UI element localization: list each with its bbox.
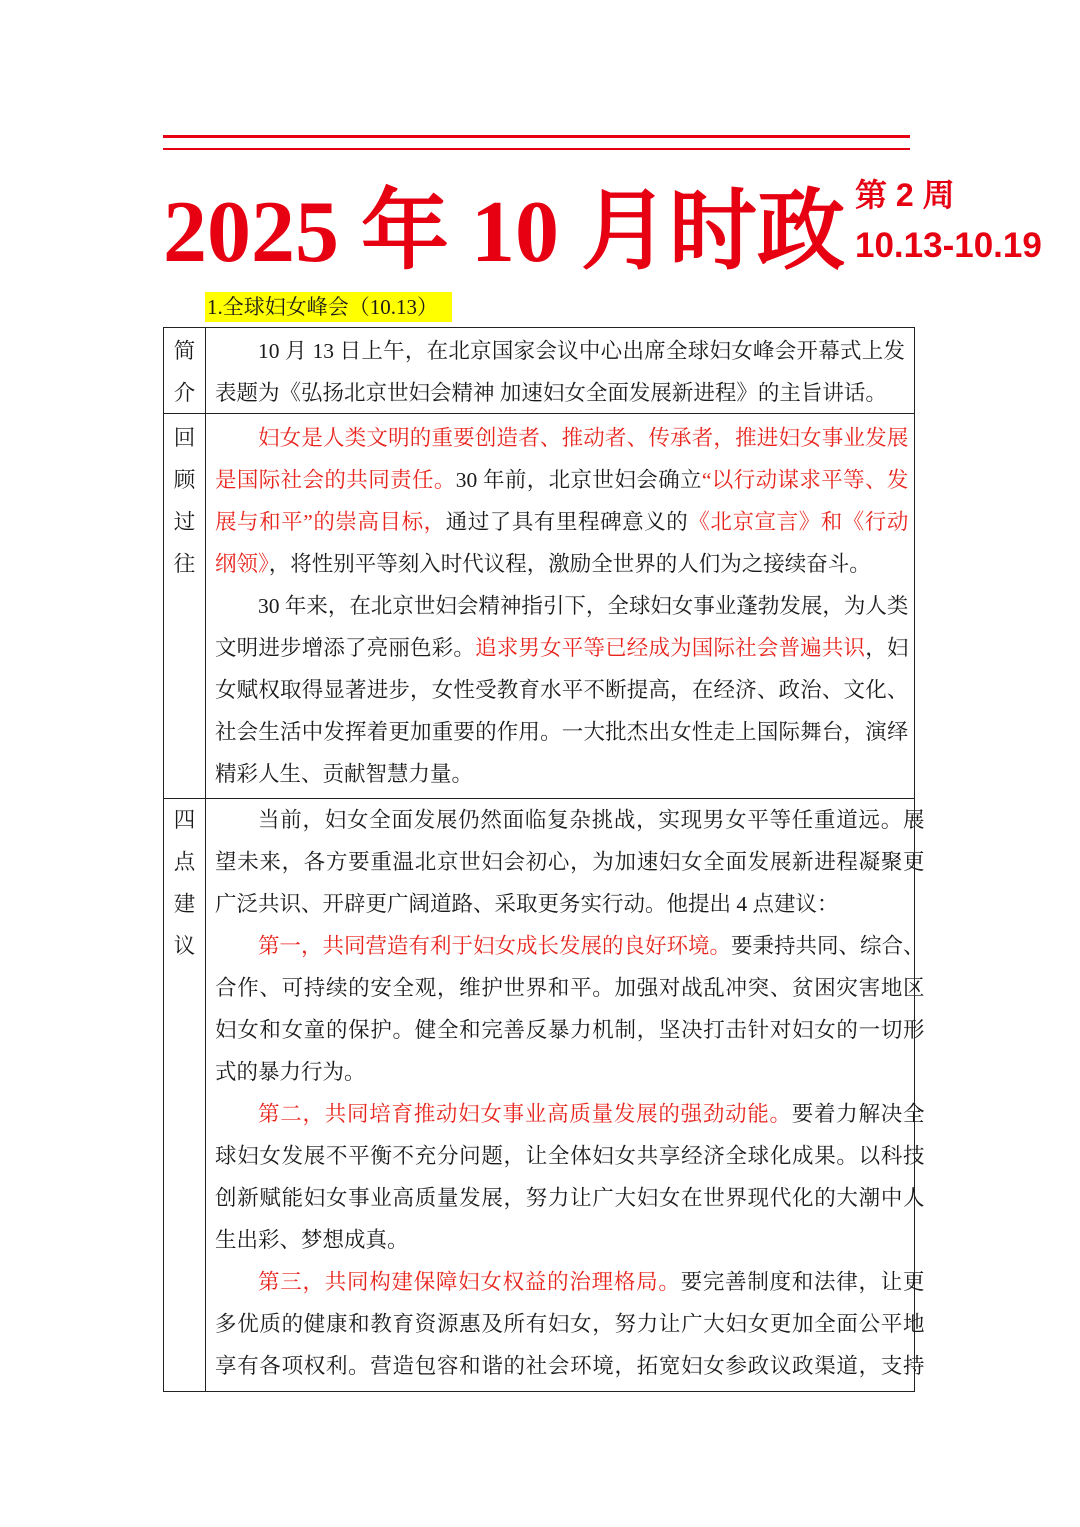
text-line — [215, 883, 925, 925]
row-label-char: 过 — [173, 510, 196, 534]
text-line — [215, 1051, 925, 1093]
text-line — [215, 753, 908, 795]
text-line — [215, 372, 905, 414]
section-heading: 1.全球妇女峰会（10.13） — [205, 292, 452, 322]
date-range: 10.13-10.19 — [855, 226, 1042, 265]
text-line — [215, 501, 908, 543]
text-line — [215, 585, 908, 627]
text-line — [215, 1135, 925, 1177]
text-segment: ，妇 — [865, 636, 909, 660]
text-segment: 30 年前，北京世妇会确立 — [455, 468, 702, 492]
text-segment: 要秉持共同、综合、 — [731, 934, 925, 958]
text-segment: 10 月 13 日上午，在北京国家会议中心出席全球妇女峰会开幕式上发 — [258, 339, 905, 363]
row-content — [206, 328, 914, 413]
emphasis-text: 第一，共同营造有利于妇女成长发展的良好环境。 — [258, 934, 732, 958]
row-label-char: 议 — [173, 934, 196, 958]
text-segment: 球妇女发展不平衡不充分问题，让全体妇女共享经济全球化成果。以科技 — [215, 1144, 925, 1168]
row-label-char: 建 — [173, 892, 196, 916]
text-segment: 文明进步增添了亮丽色彩。 — [215, 636, 476, 660]
paragraph — [215, 585, 908, 795]
page-title: 2025 年 10 月时政 — [163, 184, 846, 281]
emphasis-text: 追求男女平等已经成为国际社会普遍共识 — [475, 636, 866, 660]
emphasis-text: 纲领》 — [215, 552, 269, 576]
row-label — [164, 328, 206, 413]
paragraph — [215, 330, 905, 414]
text-segment: 30 年来，在北京世妇会精神指引下，全球妇女事业蓬勃发展，为人类 — [258, 594, 909, 618]
content-table — [163, 327, 925, 1392]
row-label — [164, 414, 206, 798]
text-segment: ，将性别平等刻入时代议程，激励全世界的人们为之接续奋斗。 — [268, 552, 871, 576]
text-segment: 合作、可持续的安全观，维护世界和平。加强对战乱冲突、贫困灾害地区 — [215, 976, 925, 1000]
text-line — [215, 1345, 925, 1387]
text-line — [215, 1009, 925, 1051]
paragraph — [215, 417, 908, 585]
text-segment: 精彩人生、贡献智慧力量。 — [215, 762, 474, 786]
text-segment: 生出彩、梦想成真。 — [215, 1228, 409, 1252]
row-label-char: 四 — [173, 808, 196, 832]
text-line — [215, 1303, 925, 1345]
emphasis-text: 第二，共同培育推动妇女事业高质量发展的强劲动能。 — [258, 1102, 792, 1126]
text-segment: 创新赋能妇女事业高质量发展，努力让广大妇女在世界现代化的大潮中人 — [215, 1186, 925, 1210]
row-label-char: 顾 — [173, 468, 196, 492]
text-segment: 望未来，各方要重温北京世妇会初心，为加速妇女全面发展新进程凝聚更 — [215, 850, 925, 874]
text-line — [215, 1261, 925, 1303]
text-line — [215, 1177, 925, 1219]
paragraph — [215, 1261, 925, 1387]
text-line — [215, 799, 925, 841]
table-row — [164, 413, 914, 798]
text-segment: 要完善制度和法律，让更 — [680, 1270, 925, 1294]
text-line — [215, 627, 908, 669]
text-segment: 广泛共识、开辟更广阔道路、采取更务实行动。他提出 4 点建议： — [215, 892, 839, 916]
emphasis-text: 第三，共同构建保障妇女权益的治理格局。 — [258, 1270, 681, 1294]
text-line — [215, 925, 925, 967]
text-line — [215, 459, 908, 501]
text-line — [215, 330, 905, 372]
text-segment: 多优质的健康和教育资源惠及所有妇女，努力让广大妇女更加全面公平地 — [215, 1312, 925, 1336]
row-label-char: 简 — [173, 339, 196, 363]
text-segment: 妇女和女童的保护。健全和完善反暴力机制，坚决打击针对妇女的一切形 — [215, 1018, 925, 1042]
header-rule-top — [163, 135, 910, 138]
text-line — [215, 967, 925, 1009]
text-segment: 要着力解决全 — [791, 1102, 925, 1126]
text-line — [215, 543, 908, 585]
text-line — [215, 669, 908, 711]
emphasis-text: 是国际社会的共同责任。 — [215, 468, 456, 492]
row-label-char: 回 — [173, 426, 196, 450]
text-segment: 当前，妇女全面发展仍然面临复杂挑战，实现男女平等任重道远。展 — [258, 808, 925, 832]
emphasis-text: 妇女是人类文明的重要创造者、推动者、传承者，推进妇女事业发展 — [258, 426, 909, 450]
row-content — [206, 414, 917, 798]
paragraph — [215, 1093, 925, 1261]
paragraph — [215, 925, 925, 1093]
text-line — [215, 1219, 925, 1261]
row-label-char: 点 — [173, 850, 196, 874]
text-segment: 通过了具有里程碑意义的 — [445, 510, 689, 534]
row-content — [206, 799, 934, 1391]
text-segment: 式的暴力行为。 — [215, 1060, 366, 1084]
row-label-char: 介 — [173, 381, 196, 405]
text-segment: 社会生活中发挥着更加重要的作用。一大批杰出女性走上国际舞台，演绎 — [215, 720, 909, 744]
text-line — [215, 417, 908, 459]
text-line — [215, 841, 925, 883]
emphasis-text: 《北京宣言》和《行动 — [688, 510, 909, 534]
text-segment: 表题为《弘扬北京世妇会精神 加速妇女全面发展新进程》的主旨讲话。 — [215, 381, 887, 405]
row-label-char: 往 — [173, 552, 196, 576]
row-label — [164, 799, 206, 1391]
text-segment: 女赋权取得显著进步，女性受教育水平不断提高，在经济、政治、文化、 — [215, 678, 909, 702]
table-row — [164, 328, 914, 413]
text-segment: 享有各项权利。营造包容和谐的社会环境，拓宽妇女参政议政渠道，支持 — [215, 1354, 925, 1378]
table-row — [164, 798, 925, 1391]
emphasis-text: “以行动谋求平等、发 — [701, 468, 909, 492]
emphasis-text: 展与和平”的崇高目标， — [215, 510, 446, 534]
text-line — [215, 1093, 925, 1135]
paragraph — [215, 799, 925, 925]
text-line — [215, 711, 908, 753]
header-rule-bottom — [163, 148, 910, 150]
week-label: 第 2 周 — [855, 177, 955, 213]
